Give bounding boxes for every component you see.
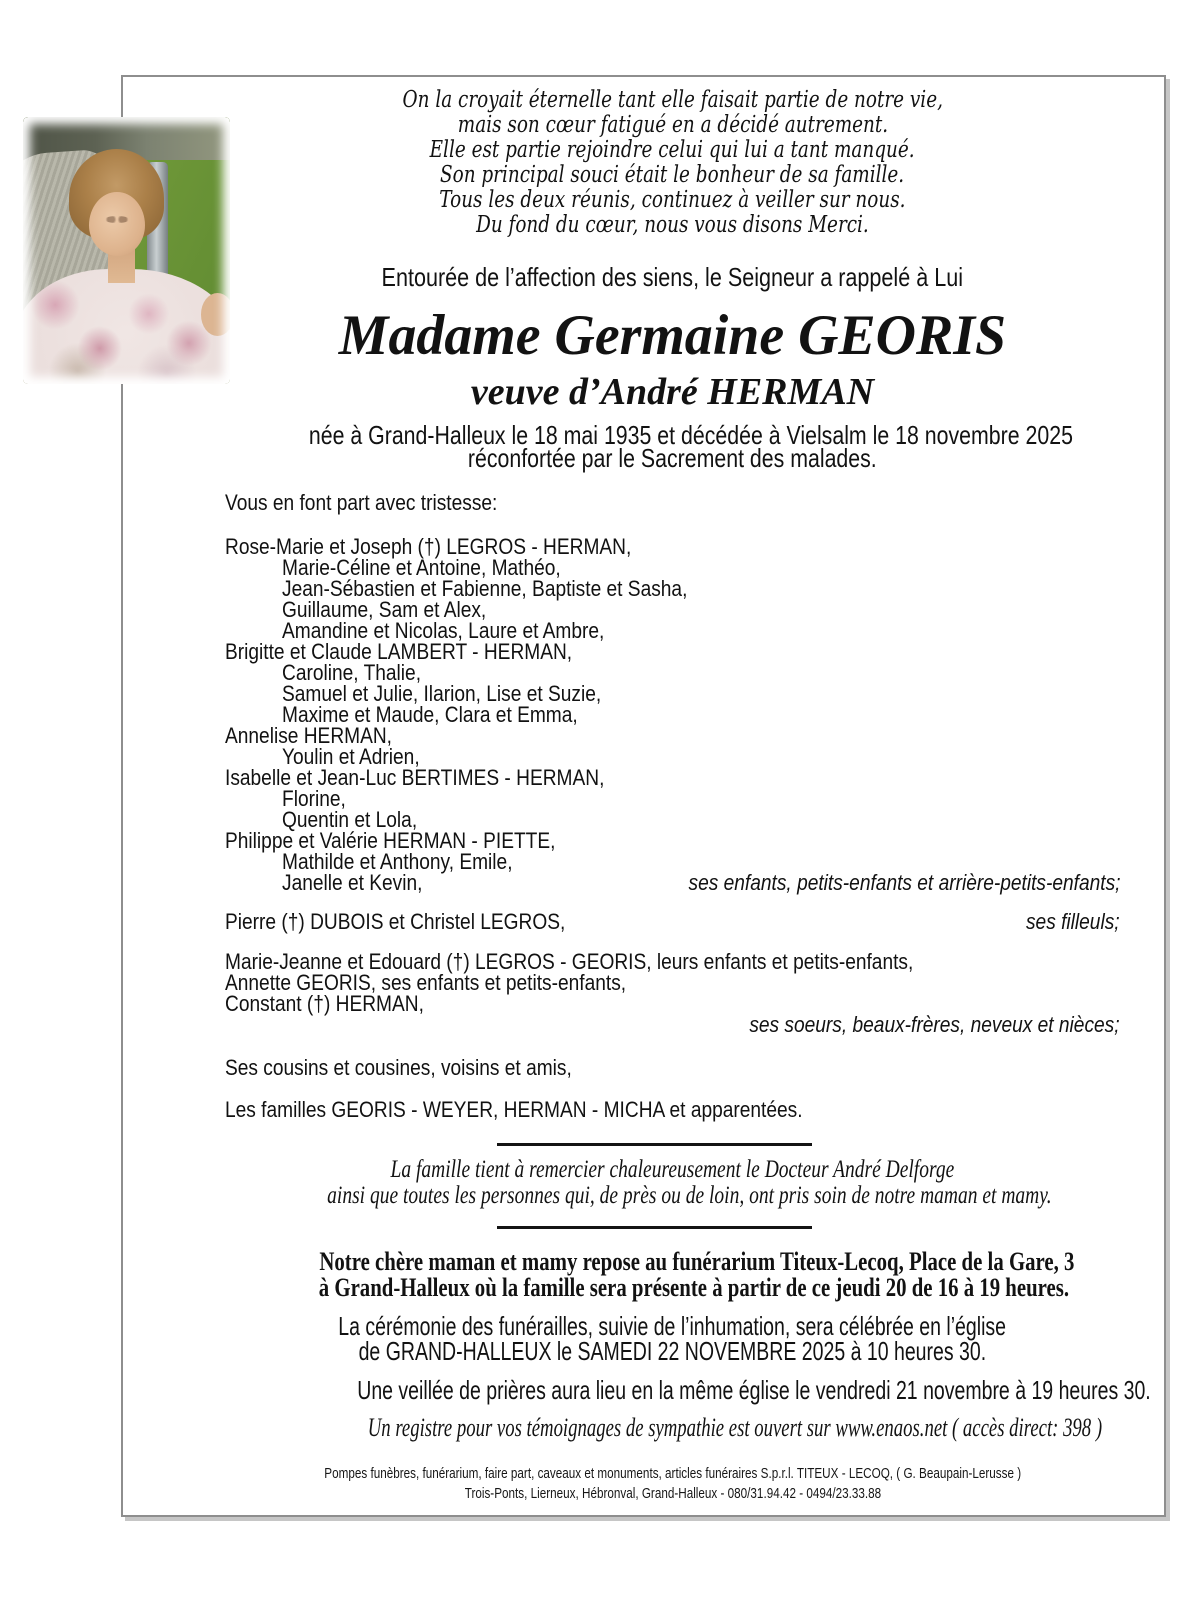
family-row: Isabelle et Jean-Luc BERTIMES - HERMAN, bbox=[225, 765, 605, 790]
poem-verse: Elle est partie rejoindre celui qui lui a tant manqué. bbox=[430, 137, 915, 163]
family-row: Philippe et Valérie HERMAN - PIETTE, bbox=[225, 828, 556, 853]
widow-line: veuve d’André HERMAN bbox=[470, 371, 875, 413]
poem-verse: Du fond du cœur, nous vous disons Merci. bbox=[476, 212, 869, 238]
photo-feathered-edge bbox=[23, 117, 230, 384]
poem-verse: On la croyait éternelle tant elle faisait partie de notre vie, bbox=[402, 87, 943, 113]
thanks-paragraph bbox=[225, 1157, 1120, 1209]
family-row: Samuel et Julie, Ilarion, Lise et Suzie, bbox=[282, 681, 602, 706]
birth-death-lines bbox=[225, 420, 1120, 473]
poem-verse: Son principal souci était le bonheur de sa famille. bbox=[440, 162, 905, 188]
family-row: Quentin et Lola, bbox=[282, 807, 418, 832]
ceremony-line: de GRAND-HALLEUX le SAMEDI 22 NOVEMBRE 2025 à 10 heures 30. bbox=[358, 1336, 987, 1366]
register-line: Un registre pour vos témoignages de sympathie est ouvert sur www.enaos.net ( accès direct: 398 ) bbox=[367, 1413, 1103, 1442]
intro-line: Entourée de l’affection des siens, le Seigneur a rappelé à Lui bbox=[381, 262, 964, 292]
vigil-notice: Une veillée de prières aura lieu en la même église le vendredi 21 novembre à 19 heures 30. bbox=[357, 1375, 1151, 1405]
family-row: Florine, bbox=[282, 786, 346, 811]
poem-verse: mais son cœur fatigué en a décidé autrement. bbox=[457, 112, 888, 138]
family-row: Brigitte et Claude LAMBERT - HERMAN, bbox=[225, 639, 573, 664]
ceremony-line: La cérémonie des funérailles, suivie de l’inhumation, sera célébrée en l’église bbox=[338, 1311, 1007, 1341]
family-row: Marie-Céline et Antoine, Mathéo, bbox=[282, 555, 561, 580]
portrait-photo bbox=[23, 117, 230, 384]
sibling-row: Marie-Jeanne et Edouard (†) LEGROS - GEORIS, leurs enfants et petits-enfants, bbox=[225, 949, 914, 974]
poem-verse: Tous les deux réunis, continuez à veiller sur nous. bbox=[439, 187, 906, 213]
sacrament-line: réconfortée par le Sacrement des malades. bbox=[468, 443, 877, 473]
godchildren-relation-note: ses filleuls; bbox=[1026, 909, 1120, 934]
siblings-list bbox=[225, 951, 1120, 1014]
divider-line bbox=[497, 1226, 812, 1229]
family-row: Youlin et Adrien, bbox=[282, 744, 420, 769]
sibling-row: Annette GEORIS, ses enfants et petits-enfants, bbox=[225, 970, 627, 995]
thanks-line: ainsi que toutes les personnes qui, de près ou de loin, ont pris soin de notre maman et mamy. bbox=[327, 1182, 1052, 1209]
repose-notice bbox=[225, 1249, 1120, 1301]
repose-line: Notre chère maman et mamy repose au funérarium Titeux-Lecoq, Place de la Gare, 3 bbox=[319, 1247, 1075, 1276]
family-row: Guillaume, Sam et Alex, bbox=[282, 597, 487, 622]
children-relation-note: ses enfants, petits-enfants et arrière-petits-enfants; bbox=[688, 870, 1120, 895]
footer-line: Pompes funèbres, funérarium, faire part, caveaux et monuments, articles funéraires S.p.r.l. TITEUX - LECOQ, ( G. Beaupain-Lerusse ) bbox=[324, 1465, 1021, 1482]
family-list bbox=[225, 536, 1120, 893]
family-row: Annelise HERMAN, bbox=[225, 723, 392, 748]
family-row: Janelle et Kevin, bbox=[282, 870, 423, 895]
deceased-name: Madame Germaine GEORIS bbox=[338, 304, 1007, 367]
announcement-line: Vous en font part avec tristesse: bbox=[225, 490, 498, 515]
families-line: Les familles GEORIS - WEYER, HERMAN - MICHA et apparentées. bbox=[225, 1097, 803, 1122]
divider-line bbox=[497, 1143, 812, 1146]
funeral-home-footer bbox=[225, 1464, 1120, 1504]
footer-line: Trois-Ponts, Lierneux, Hébronval, Grand-Halleux - 080/31.94.42 - 0494/23.33.88 bbox=[464, 1485, 881, 1502]
cousins-line: Ses cousins et cousines, voisins et amis, bbox=[225, 1055, 572, 1080]
birth-death-line: née à Grand-Halleux le 18 mai 1935 et décédée à Vielsalm le 18 novembre 2025 bbox=[308, 420, 1073, 450]
ceremony-notice bbox=[225, 1311, 1120, 1366]
siblings-relation-note: ses soeurs, beaux-frères, neveux et nièces; bbox=[749, 1012, 1120, 1037]
godchildren-row: Pierre (†) DUBOIS et Christel LEGROS, bbox=[225, 909, 566, 934]
thanks-line: La famille tient à remercier chaleureusement le Docteur André Delforge bbox=[390, 1156, 955, 1183]
family-row: Rose-Marie et Joseph (†) LEGROS - HERMAN, bbox=[225, 534, 632, 559]
repose-line: à Grand-Halleux où la famille sera présente à partir de ce jeudi 20 de 16 à 19 heures. bbox=[318, 1273, 1070, 1302]
family-row: Mathilde et Anthony, Emile, bbox=[282, 849, 513, 874]
family-row: Jean-Sébastien et Fabienne, Baptiste et Sasha, bbox=[282, 576, 688, 601]
family-row: Amandine et Nicolas, Laure et Ambre, bbox=[282, 618, 605, 643]
family-row: Caroline, Thalie, bbox=[282, 660, 422, 685]
sibling-row: Constant (†) HERMAN, bbox=[225, 991, 424, 1016]
memorial-poem bbox=[225, 88, 1120, 238]
family-row: Maxime et Maude, Clara et Emma, bbox=[282, 702, 578, 727]
